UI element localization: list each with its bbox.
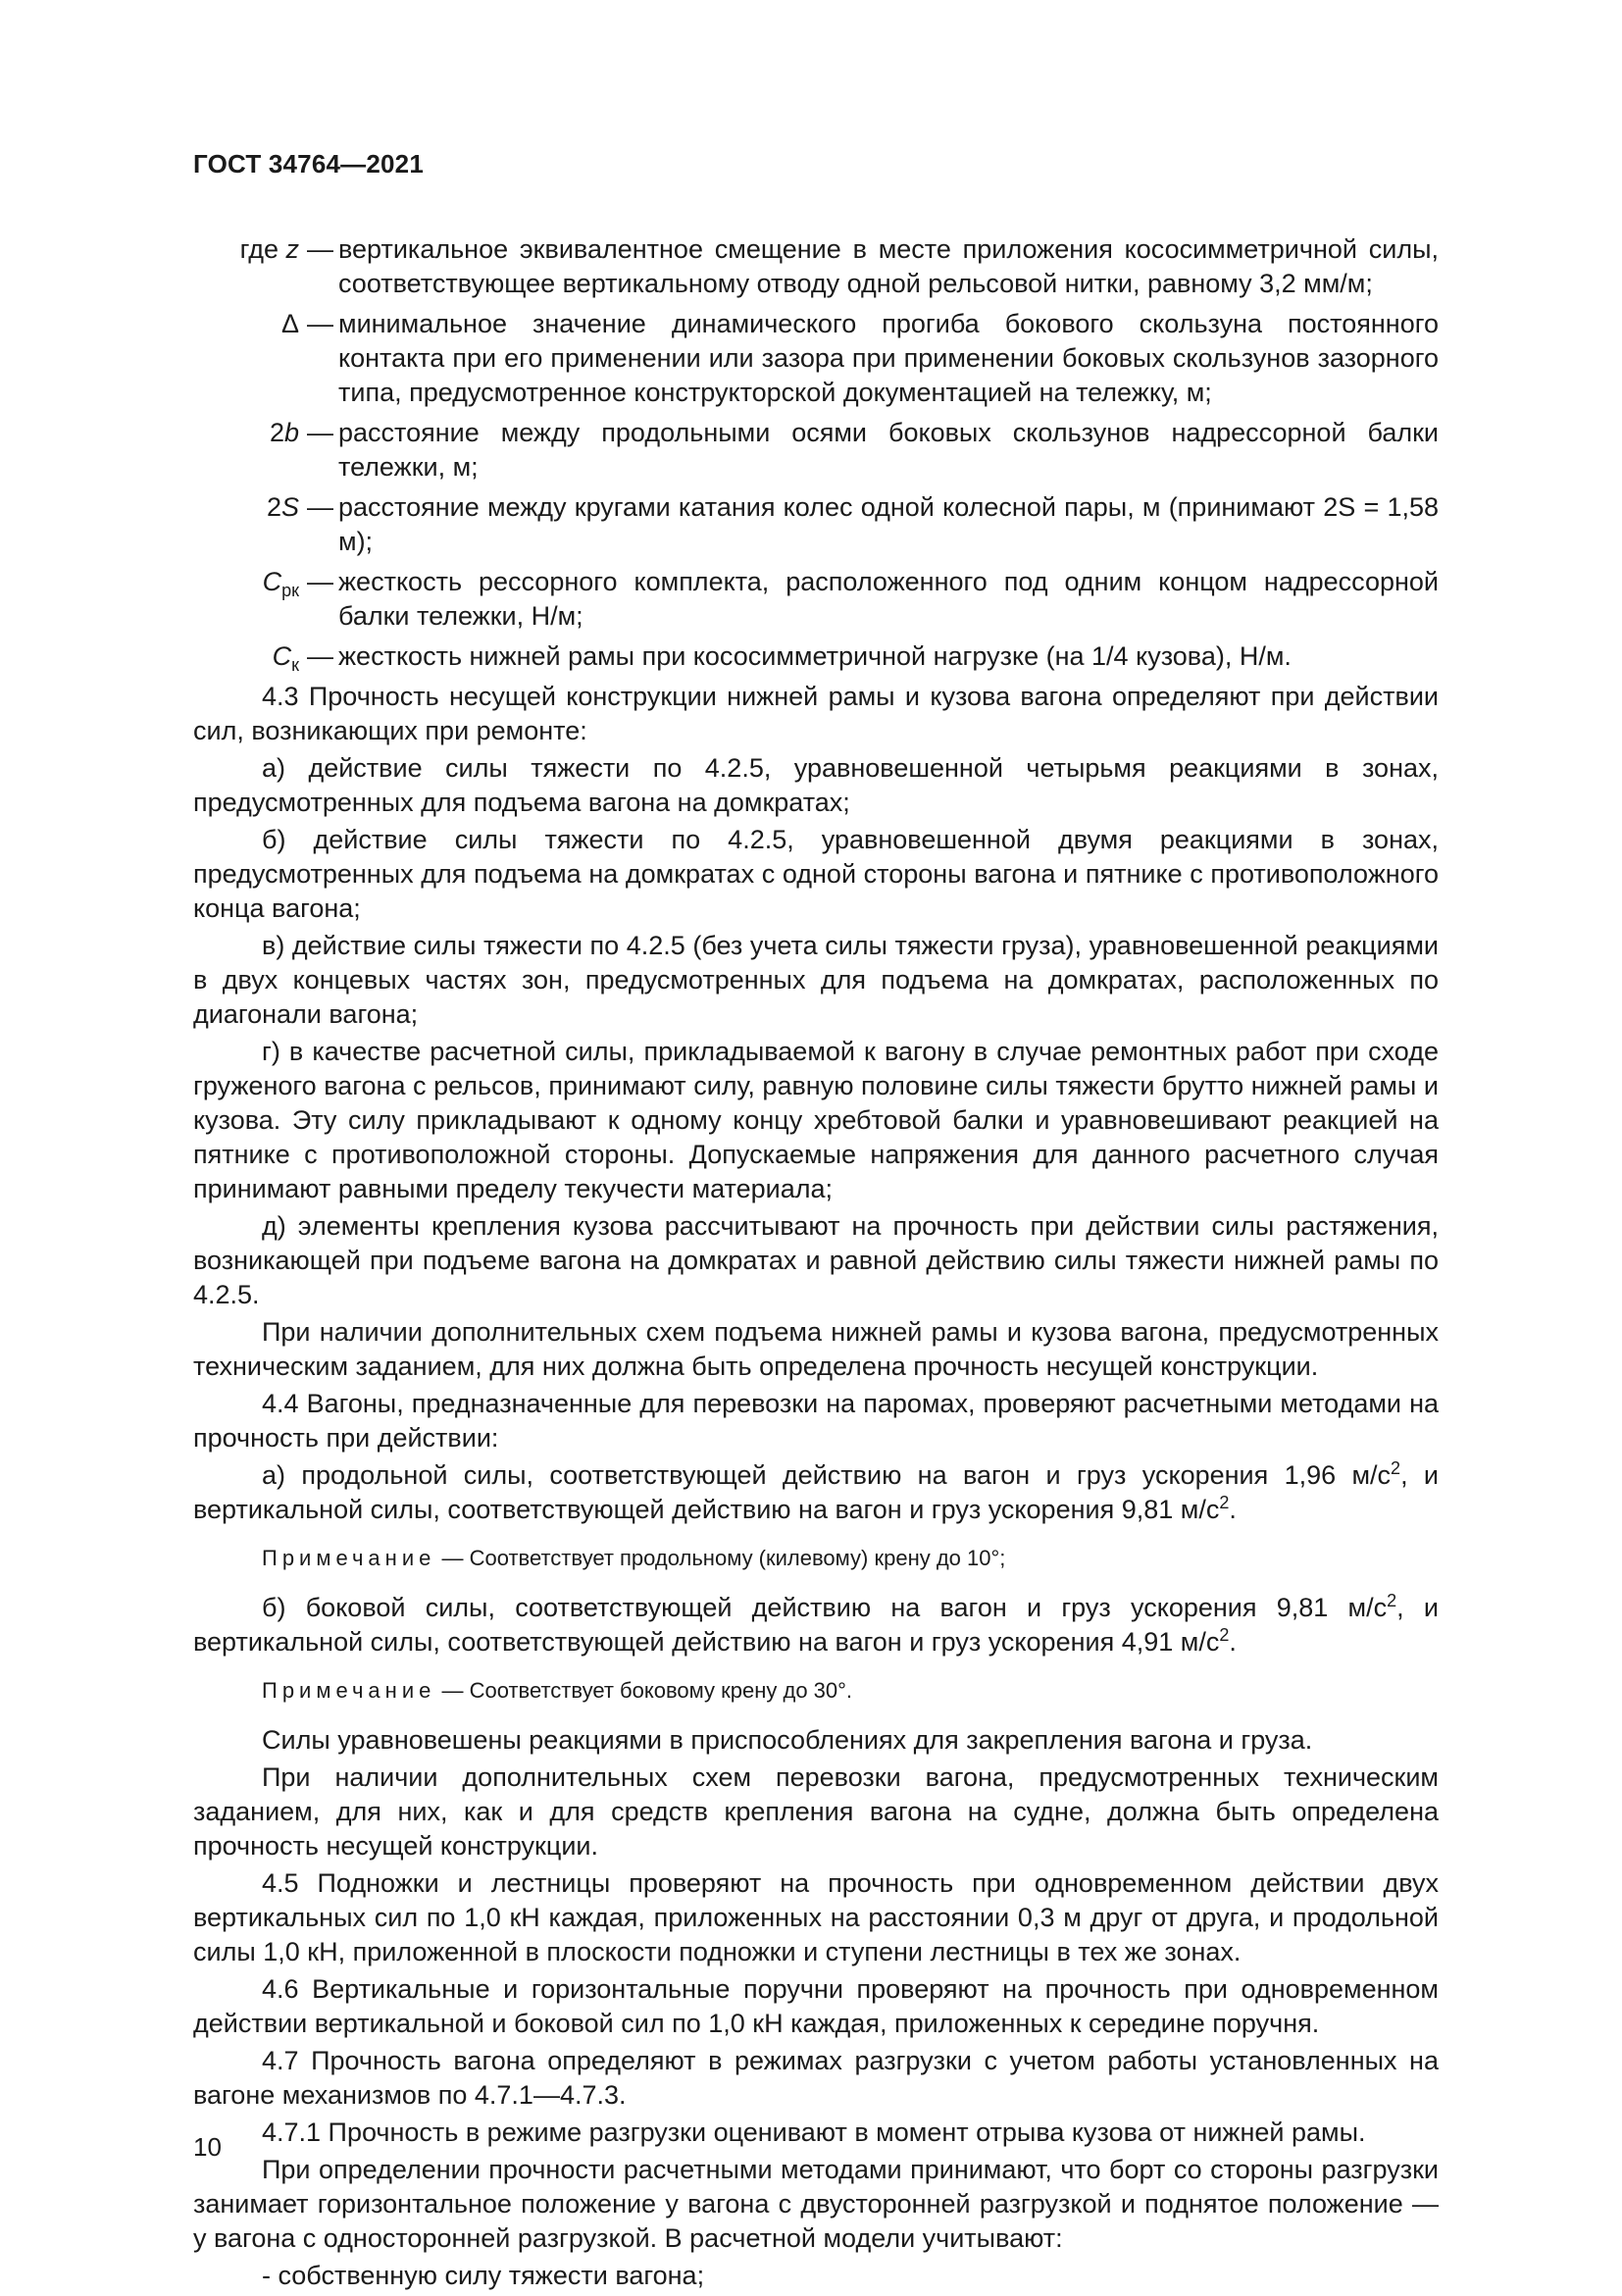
legend-row-z: [193, 232, 1439, 301]
page-number: 10: [193, 2132, 222, 2162]
legend-row-c-rk: [193, 565, 1439, 634]
note-2: Примечание — Соответствует боковому крену до 30°.: [262, 1678, 853, 1703]
legend-description: вертикальное эквивалентное смещение в месте приложения кососимметричной силы, соответствующее вертикальному отводу одной рельсовой нитки, равному 3,2 мм/м;: [338, 234, 1439, 298]
list-item-4-4-a: а) продольной силы, соответствующей действию на вагон и груз ускорения 1,96 $м/с^2$, и вертикальной силы, соответствующей действию на вагон и груз ускорения 9,81 $м/с^2$.: [193, 1458, 1439, 1524]
list-item-4-3-d: д) элементы крепления кузова рассчитывают на прочность при действии силы растяжения, возникающей при подъеме вагона на домкратах и равной действию силы тяжести нижней рамы по 4.2.5.: [193, 1211, 1439, 1309]
note-label: Примечание: [262, 1546, 436, 1570]
legend-description: расстояние между продольными осями боковых скользунов надрессорной балки тележки, м;: [338, 418, 1439, 482]
legend-dash: —: [307, 418, 333, 447]
legend-symbol: $C_к$: [272, 641, 299, 675]
legend-symbol: 2b: [269, 418, 299, 447]
paragraph-4-7-1: 4.7.1 Прочность в режиме разгрузки оценивают в момент отрыва кузова от нижней рамы.: [262, 2117, 1366, 2147]
legend-row-2s: [193, 490, 1439, 559]
legend-dash: —: [307, 567, 333, 596]
legend-description: расстояние между кругами катания колес одной колесной пары, м (принимают 2S = 1,58 м);: [338, 492, 1439, 556]
document-header: ГОСТ 34764—2021: [193, 149, 424, 179]
list-item-4-3-b: б) действие силы тяжести по 4.2.5, уравновешенной двумя реакциями в зонах, предусмотренных для подъема на домкратах с одной стороны вагона и пятнике с противоположного конца вагона;: [193, 825, 1439, 923]
legend-row-2b: [193, 416, 1439, 485]
symbol-legend: [193, 232, 1439, 674]
list-item-4-3-a: а) действие силы тяжести по 4.2.5, уравновешенной четырьмя реакциями в зонах, предусмотренных для подъема вагона на домкратах;: [193, 753, 1439, 817]
legend-dash: —: [307, 309, 333, 338]
list-item-own-weight: - собственную силу тяжести вагона;: [262, 2261, 705, 2290]
legend-description: жесткость нижней рамы при кососимметричной нагрузке (на 1/4 кузова), Н/м.: [338, 641, 1292, 671]
legend-row-delta: [193, 307, 1439, 410]
legend-symbol: $C_{рк}$: [262, 567, 299, 600]
paragraph-4-4: 4.4 Вагоны, предназначенные для перевозки на паромах, проверяют расчетными методами на прочность при действии:: [193, 1389, 1439, 1453]
note-label: Примечание: [262, 1678, 436, 1703]
paragraph-4-6: 4.6 Вертикальные и горизонтальные поручни проверяют на прочность при одновременном действии вертикальной и боковой сил по 1,0 кН каждая, приложенных к середине поручня.: [193, 1974, 1439, 2038]
paragraph-4-4-extra: При наличии дополнительных схем перевозки вагона, предусмотренных техническим заданием, для них, как и для средств крепления вагона на судне, должна быть определена прочность несущей конструкции.: [193, 1762, 1439, 1861]
paragraph-4-7-1-model: При определении прочности расчетными методами принимают, что борт со стороны разгрузки занимает горизонтальное положение у вагона с двусторонней разгрузкой и поднятое положение — у вагона с односторонней разгрузкой. В расчетной модели учитывают:: [193, 2155, 1439, 2253]
list-item-4-3-v: в) действие силы тяжести по 4.2.5 (без учета силы тяжести груза), уравновешенной реакциями в двух концевых частях зон, предусмотренных для подъема на домкратах, расположенных по диагонали вагона;: [193, 931, 1439, 1029]
legend-symbol: где z: [239, 234, 299, 264]
legend-dash: —: [307, 234, 333, 264]
legend-symbol: 2S: [266, 492, 299, 522]
legend-dash: —: [307, 492, 333, 522]
legend-row-c-k: [193, 639, 1439, 674]
list-item-4-3-g: г) в качестве расчетной силы, прикладываемой к вагону в случае ремонтных работ при сходе груженого вагона с рельсов, принимают силу, равную половине силы тяжести брутто нижней рамы и кузова. Эту силу прикладывают к одному концу хребтовой балки и уравновешивают реакцией на пятнике с противоположной стороны. Допускаемые напряжения для данного расчетного случая принимают равными пределу текучести материала;: [193, 1037, 1439, 1203]
paragraph-4-3-extra: При наличии дополнительных схем подъема нижней рамы и кузова вагона, предусмотренных техническим заданием, для них должна быть определена прочность несущей конструкции.: [193, 1317, 1439, 1381]
paragraph-4-3: 4.3 Прочность несущей конструкции нижней рамы и кузова вагона определяют при действии сил, возникающих при ремонте:: [193, 682, 1439, 745]
legend-symbol: Δ: [280, 309, 299, 338]
page-body: [193, 232, 1439, 2296]
paragraph-4-7: 4.7 Прочность вагона определяют в режимах разгрузки с учетом работы установленных на вагоне механизмов по 4.7.1—4.7.3.: [193, 2046, 1439, 2110]
paragraph-4-4-forces: Силы уравновешены реакциями в приспособлениях для закрепления вагона и груза.: [262, 1725, 1313, 1755]
paragraph-4-5: 4.5 Подножки и лестницы проверяют на прочность при одновременном действии двух вертикальных сил по 1,0 кН каждая, приложенных на расстоянии 0,3 м друг от друга, и продольной силы 1,0 кН, приложенной в плоскости подножки и ступени лестницы в тех же зонах.: [193, 1868, 1439, 1966]
legend-description: жесткость рессорного комплекта, расположенного под одним концом надрессорной балки тележки, Н/м;: [338, 567, 1439, 631]
list-item-4-4-b: б) боковой силы, соответствующей действию на вагон и груз ускорения 9,81 $м/с^2$, и вертикальной силы, соответствующей действию на вагон и груз ускорения 4,91 $м/с^2$.: [193, 1591, 1439, 1657]
legend-dash: —: [307, 641, 333, 671]
legend-description: минимальное значение динамического прогиба бокового скользуна постоянного контакта при его применении или зазора при применении боковых скользунов зазорного типа, предусмотренное конструкторской документацией на тележку, м;: [338, 309, 1439, 407]
note-1: Примечание — Соответствует продольному (килевому) крену до 10°;: [262, 1546, 1006, 1570]
